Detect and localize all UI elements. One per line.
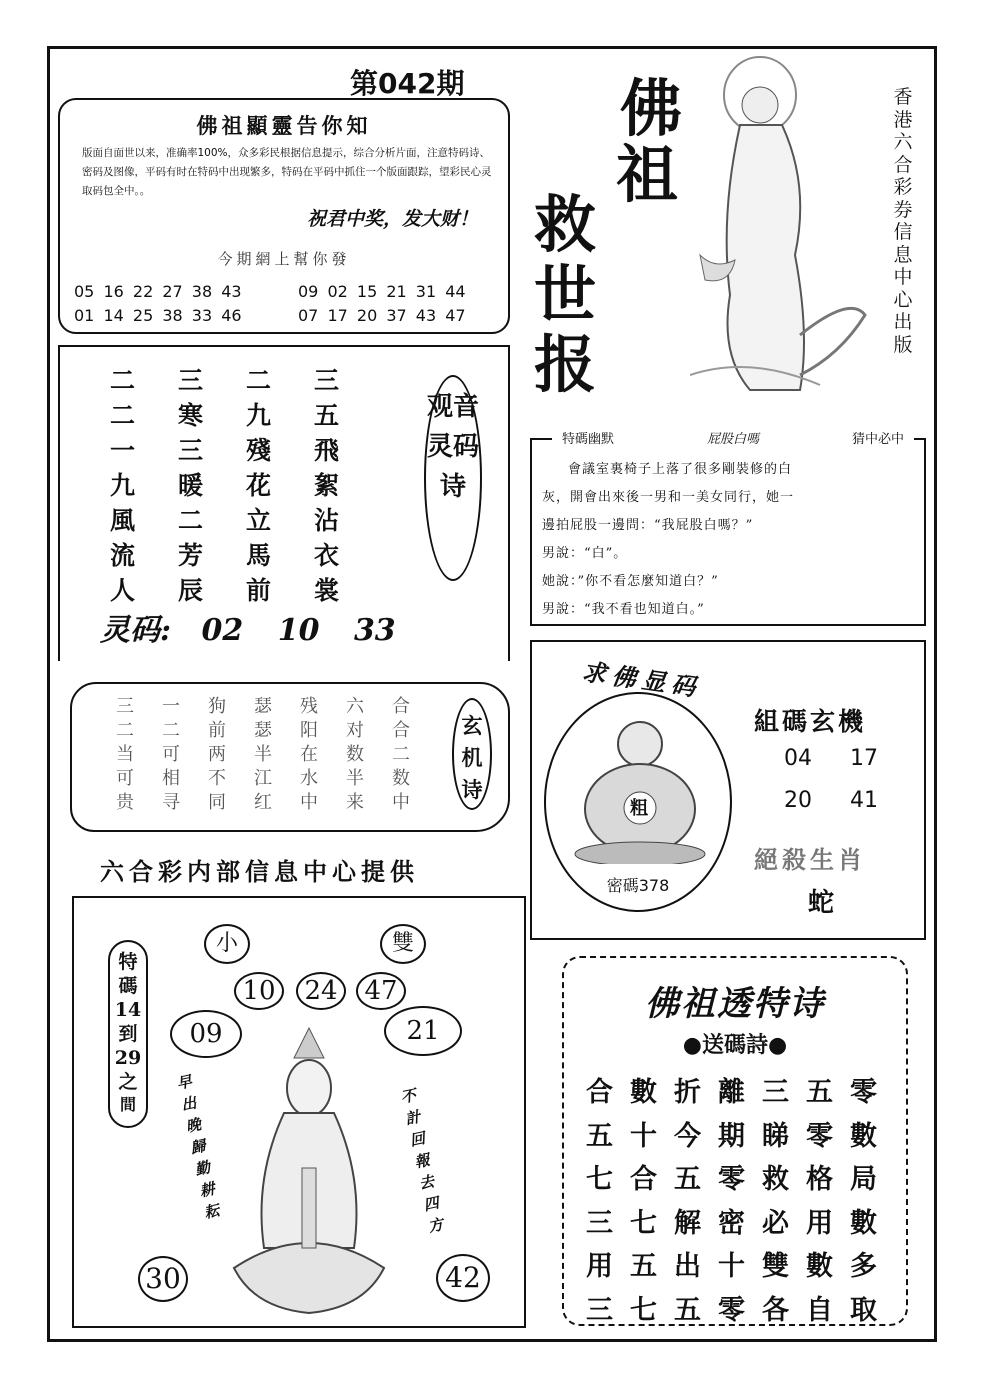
poem-char: 半 (254, 744, 272, 765)
kill-zodiac-label: 絕殺生肖 (754, 845, 866, 874)
publisher-vertical: 香港六合彩券信息中心出版 (893, 86, 913, 356)
number-circle: 47 (356, 972, 406, 1010)
poem-char: 各 (762, 1294, 789, 1326)
poem-char: 瑟 (254, 720, 272, 741)
poem-char: 出 (674, 1251, 701, 1282)
guanyin-poem-title: 观音灵码诗 (424, 375, 482, 581)
poem-char: 三 (314, 366, 340, 395)
masthead-char-4: 世 (534, 258, 597, 331)
numbers-row2-left: 01 14 25 38 33 46 (74, 306, 242, 325)
issue-number: 第042期 (350, 67, 465, 100)
corner-number-left: 30 (138, 1256, 188, 1302)
masthead-char-1: 佛 (620, 72, 683, 145)
poem-char: 中 (300, 792, 318, 813)
notice-title: 佛祖顯靈告你知 (196, 113, 372, 138)
special-number-box (72, 896, 526, 1328)
poem-char: 两 (208, 744, 226, 765)
number-right-oval: 21 (384, 1006, 462, 1056)
poem-char: 江 (254, 768, 272, 789)
tema-char: 之 (118, 1071, 138, 1093)
poem-char: 救 (762, 1164, 789, 1195)
poem-char: 六 (346, 696, 364, 717)
poem-char: 數 (850, 1120, 877, 1152)
joke-line: 男說：“我不看也知道白。” (542, 602, 705, 617)
poem-char: 用 (806, 1207, 833, 1239)
joke-body (542, 456, 916, 624)
combo-number: 04 (784, 746, 812, 771)
poem-char: 水 (300, 768, 318, 789)
phrase-char: 計 (403, 1107, 423, 1129)
double-badge: 雙 (380, 924, 426, 964)
phrase-char: 勤 (193, 1158, 212, 1179)
poem-char: 今 (674, 1120, 701, 1152)
poem-char: 当 (116, 744, 134, 765)
poem-char: 阳 (300, 720, 318, 741)
poem-char: 芳 (178, 541, 204, 570)
notice-box (58, 98, 510, 334)
phrase-char: 四 (421, 1193, 441, 1215)
poem-char: 合 (392, 720, 410, 741)
masthead-char-5: 报 (534, 328, 597, 401)
poem-char: 雙 (762, 1251, 789, 1282)
poem-char: 局 (850, 1164, 877, 1195)
poem-char: 離 (718, 1077, 745, 1108)
poem-char: 暖 (178, 471, 204, 500)
poem-char: 五 (586, 1120, 613, 1152)
poem-char: 用 (586, 1251, 613, 1282)
poem-char: 睇 (762, 1120, 789, 1152)
poem-char: 可 (162, 744, 180, 765)
poem-char: 二 (110, 366, 136, 395)
number-circle: 24 (296, 972, 346, 1010)
poem-char: 残 (300, 696, 318, 717)
poem-char: 寒 (178, 401, 204, 430)
mima-text: 密碼378 (606, 876, 670, 895)
combo-box (530, 640, 926, 940)
number-left-oval: 09 (170, 1010, 242, 1058)
phrase-char: 耕 (197, 1179, 217, 1201)
poem-char: 取 (850, 1294, 877, 1326)
poem-char: 密 (718, 1207, 745, 1239)
lingma-value: 02 (201, 613, 244, 648)
tema-char: 29 (114, 1047, 142, 1069)
joke-line: 會議室裏椅子上落了很多剛裝修的白 (568, 462, 793, 477)
poem-char: 中 (392, 792, 410, 813)
poem-char: 三 (762, 1077, 789, 1108)
poem-char: 衣 (314, 541, 340, 570)
poem-char: 立 (246, 506, 272, 535)
notice-paragraph: 版面自面世以来，准确率100%，众多彩民根据信息提示，综合分析片面，注意特码诗、密码及图像，平码有时在特码中出现繁多，特码在平码中抓住一个版面跟踪，望彩民心灵取码包全中。。 (82, 147, 492, 197)
poem-char: 九 (110, 471, 136, 500)
poem-char: 前 (208, 720, 226, 741)
poem-char: 来 (346, 792, 364, 813)
joke-line: 灰，開會出來後一男和一美女同行，她一 (542, 490, 795, 505)
poem-char: 七 (630, 1294, 657, 1326)
joke-line: 她說：”你不看怎麼知道白？” (542, 574, 719, 589)
poem-char: 贵 (116, 792, 134, 813)
combo-number: 17 (850, 746, 878, 771)
phrase-char: 歸 (188, 1136, 208, 1158)
poem-char: 狗 (208, 696, 226, 717)
poem-char: 对 (346, 720, 364, 741)
phrase-char: 耘 (202, 1201, 221, 1222)
notice-subtitle: 今期網上幫你發 (217, 250, 351, 268)
poem-char: 合 (586, 1077, 613, 1108)
poem-char: 七 (630, 1207, 657, 1239)
poem-char: 前 (246, 576, 272, 605)
poem-char: 飛 (314, 436, 340, 465)
tema-char: 間 (119, 1095, 136, 1114)
buddha-badge: 粗 (630, 798, 648, 819)
numbers-row2-right: 07 17 20 37 43 47 (298, 306, 466, 325)
poem-char: 沾 (314, 506, 340, 535)
poem-char: 零 (806, 1120, 833, 1152)
poem-char: 解 (674, 1207, 701, 1239)
poem-char: 同 (208, 792, 226, 813)
poem-char: 半 (346, 768, 364, 789)
tema-char: 到 (118, 1023, 138, 1045)
poem-char: 三 (586, 1207, 613, 1239)
joke-head-left: 特碼幽默 (562, 432, 615, 447)
phrase-char: 晚 (184, 1115, 203, 1136)
poem-char: 數 (806, 1251, 833, 1282)
special-poem-grid (586, 1070, 894, 1331)
poem-char: 馬 (246, 541, 272, 570)
poem-char: 十 (718, 1251, 745, 1282)
provider-line: 六合彩内部信息中心提供 (100, 857, 419, 886)
poem-char: 合 (630, 1164, 657, 1195)
combo-number: 20 (784, 788, 812, 813)
poem-char: 必 (762, 1207, 789, 1239)
poem-char: 寻 (162, 792, 180, 813)
laughing-buddha-image (570, 714, 710, 864)
poem-char: 數 (850, 1207, 877, 1239)
masthead-char-3: 救 (534, 188, 597, 261)
poem-char: 三 (586, 1294, 613, 1326)
guanyin-seated-image (214, 1018, 404, 1318)
phrase-char: 回 (408, 1129, 427, 1150)
phrase-char: 報 (412, 1150, 432, 1172)
poem-char: 零 (718, 1294, 745, 1326)
laughing-buddha-oval (544, 692, 732, 912)
poem-char: 在 (300, 744, 318, 765)
poem-char: 二 (392, 744, 410, 765)
joke-head-right: 猜中必中 (851, 432, 904, 447)
poem-char: 殘 (246, 436, 272, 465)
xuanji-poem-grid (116, 692, 438, 812)
masthead-char-2: 祖 (616, 138, 679, 211)
poem-char: 五 (630, 1251, 657, 1282)
poem-char: 一 (162, 696, 180, 717)
poem-char: 流 (110, 541, 136, 570)
numbers-row1-right: 09 02 15 21 31 44 (298, 282, 466, 301)
poem-char: 十 (630, 1120, 657, 1152)
phrase-char: 去 (417, 1172, 436, 1193)
poem-char: 零 (718, 1164, 745, 1195)
poem-char: 瑟 (254, 696, 272, 717)
poem-char: 人 (110, 576, 136, 605)
poem-char: 可 (116, 768, 134, 789)
joke-header (552, 428, 914, 447)
poem-char: 相 (162, 768, 180, 789)
notice-blessing: 祝君中奖，发大财！ (306, 208, 478, 230)
small-badge: 小 (204, 924, 250, 964)
joke-line: 男說：“白”。 (542, 546, 628, 561)
combo-number: 41 (850, 788, 878, 813)
poem-char: 红 (254, 792, 272, 813)
poem-char: 裳 (314, 576, 340, 605)
poem-char: 五 (674, 1294, 701, 1326)
phrase-char: 早 (175, 1072, 194, 1093)
poem-char: 二 (246, 366, 272, 395)
poem-char: 数 (346, 744, 364, 765)
poem-char: 一 (110, 436, 136, 465)
tema-char: 碼 (118, 975, 138, 997)
kill-zodiac-value: 蛇 (808, 888, 835, 918)
special-poem-box (562, 956, 908, 1326)
poem-char: 風 (110, 506, 136, 535)
poem-char: 不 (208, 768, 226, 789)
joke-line: 邊拍屁股一邊問：“我屁股白嗎？” (542, 518, 754, 533)
poem-char: 期 (718, 1120, 745, 1152)
poem-char: 多 (850, 1251, 877, 1282)
poem-char: 辰 (178, 576, 204, 605)
guanyin-poem-grid (110, 361, 382, 606)
guanyin-standing-image (690, 55, 880, 400)
poem-char: 數 (630, 1077, 657, 1108)
tema-char: 特 (118, 951, 138, 973)
poem-char: 二 (178, 506, 204, 535)
poem-char: 花 (246, 471, 272, 500)
xuanji-scroll (70, 682, 510, 832)
numbers-row1-left: 05 16 22 27 38 43 (74, 282, 242, 301)
corner-number-right: 42 (436, 1254, 490, 1302)
poem-char: 合 (392, 696, 410, 717)
poem-char: 零 (850, 1077, 877, 1108)
joke-box (530, 432, 926, 626)
lingma-row (100, 605, 420, 649)
combo-arc-text: 求佛显码 (580, 656, 704, 703)
joke-head-mid: 屁股白嗎 (706, 432, 759, 447)
guanyin-poem-box (58, 345, 510, 661)
phrase-char: 出 (179, 1093, 199, 1115)
poem-char: 二 (110, 401, 136, 430)
poem-char: 折 (674, 1077, 701, 1108)
number-circle: 10 (234, 972, 284, 1010)
poem-char: 自 (806, 1294, 833, 1326)
poem-char: 五 (314, 401, 340, 430)
poem-char: 五 (674, 1164, 701, 1195)
poem-char: 三 (116, 696, 134, 717)
special-poem-title: 佛祖透特诗 (645, 984, 825, 1024)
poem-char: 格 (806, 1164, 833, 1195)
poem-char: 五 (806, 1077, 833, 1108)
lingma-value: 33 (353, 613, 396, 648)
phrase-char: 不 (399, 1086, 418, 1107)
poem-char: 二 (162, 720, 180, 741)
poem-char: 九 (246, 401, 272, 430)
poem-char: 二 (116, 720, 134, 741)
poem-char: 三 (178, 436, 204, 465)
xuanji-title: 玄机诗 (452, 698, 492, 810)
poem-char: 絮 (314, 471, 340, 500)
poem-char: 数 (392, 768, 410, 789)
combo-title: 組碼玄機 (754, 707, 867, 736)
lingma-value: 10 (277, 613, 320, 648)
special-poem-subtitle: ●送碼詩● (682, 1032, 788, 1058)
poem-char: 七 (586, 1164, 613, 1195)
lingma-label: 灵码: (100, 613, 172, 648)
phrase-char: 方 (426, 1215, 445, 1236)
poem-char: 三 (178, 366, 204, 395)
tema-char: 14 (114, 999, 142, 1021)
